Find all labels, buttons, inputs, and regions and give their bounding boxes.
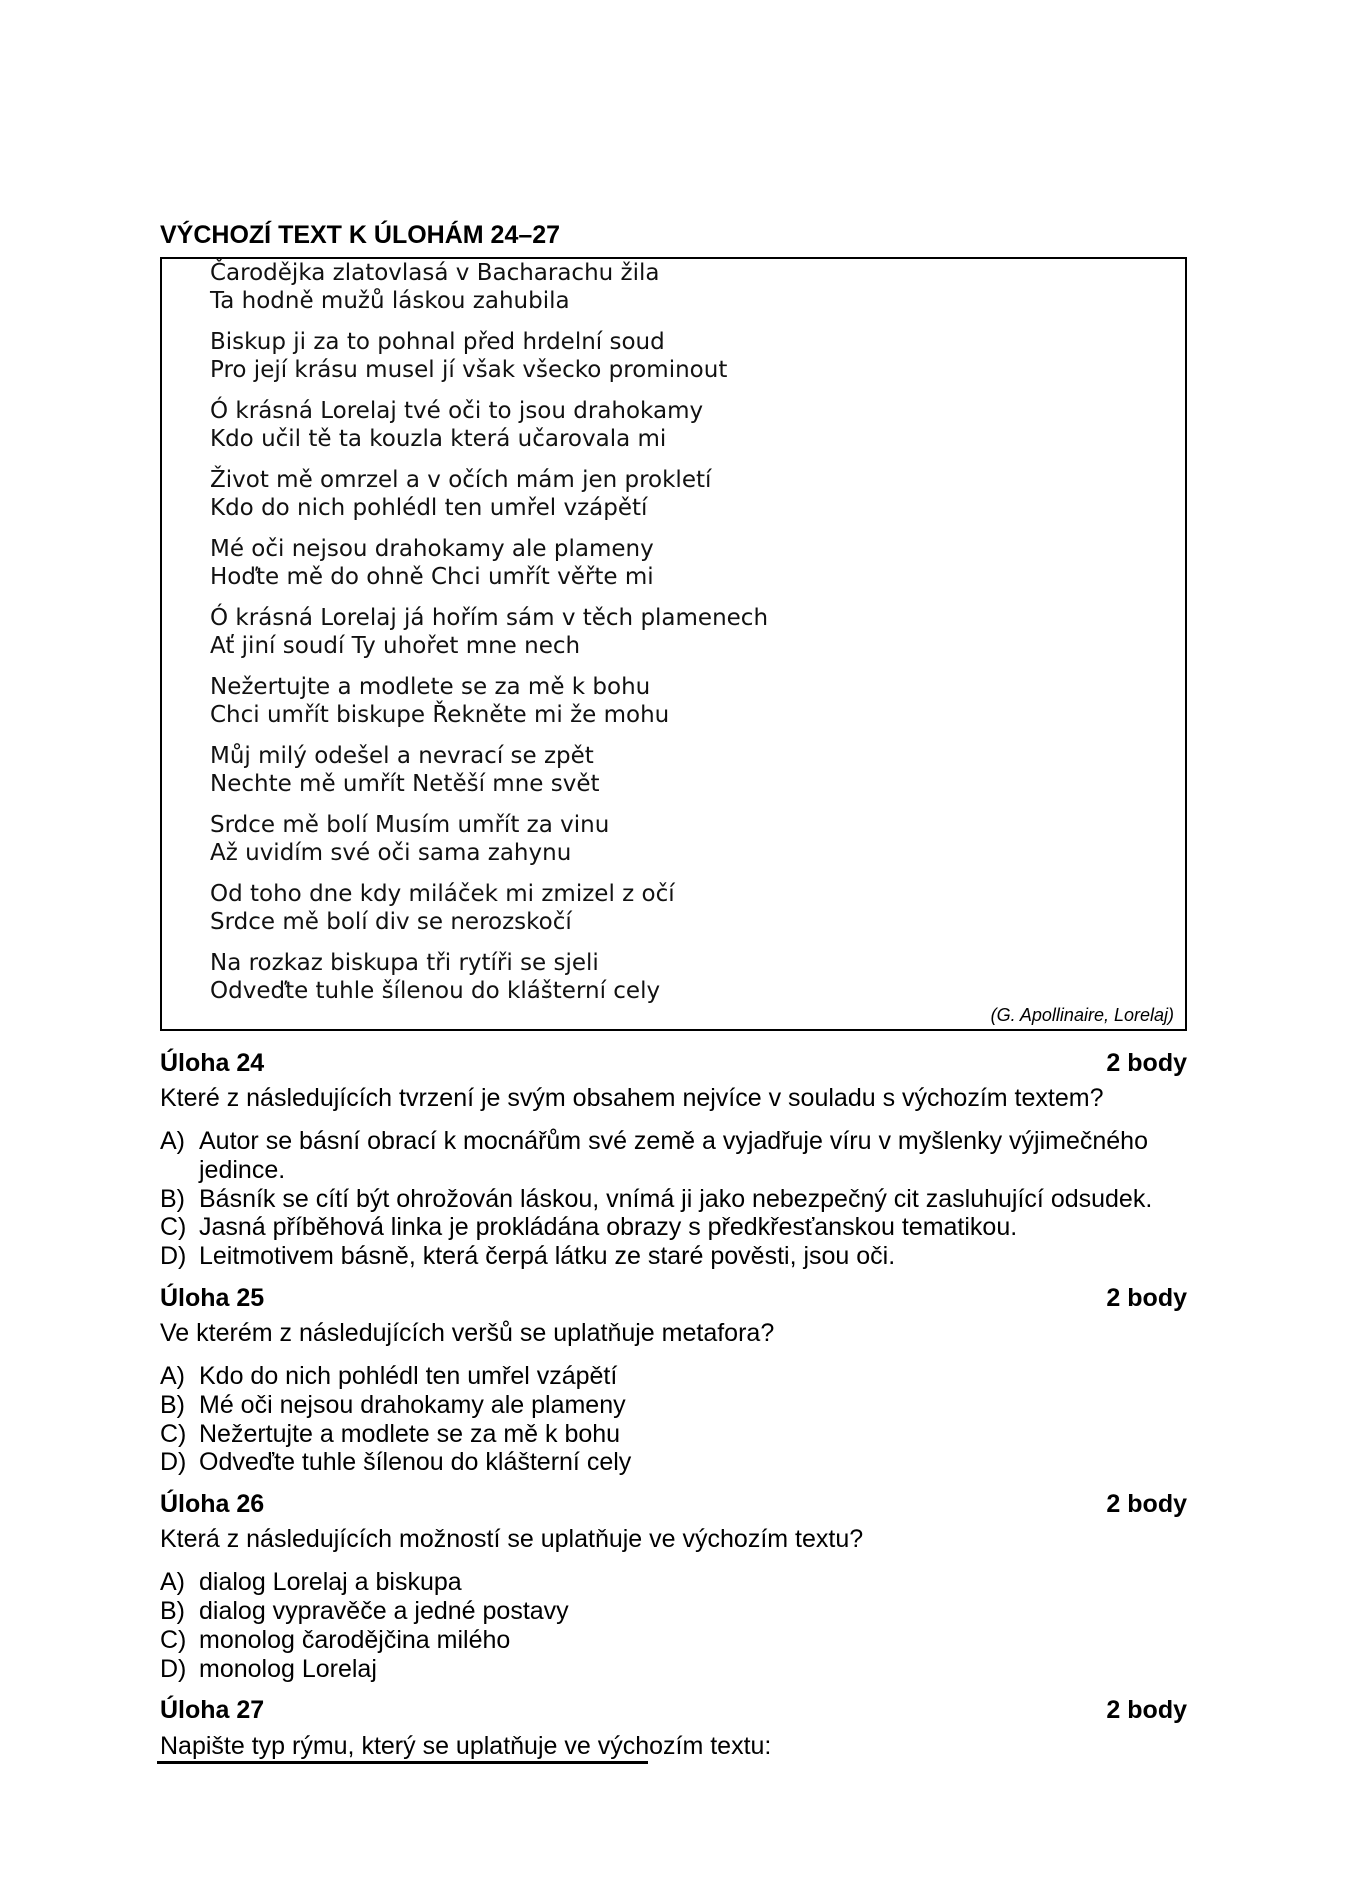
task-26: [160, 1490, 1187, 1684]
poem-line: Kdo učil tě ta kouzla která učarovala mi: [210, 425, 667, 452]
poem-line: Kdo do nich pohlédl ten umřel vzápětí: [210, 494, 648, 521]
poem-line: Můj milý odešel a nevrací se zpět: [210, 743, 594, 770]
task-24: [160, 1049, 1187, 1271]
poem-stanza: [210, 467, 1174, 522]
exam-page: [160, 221, 1187, 1764]
option-text: dialog vypravěče a jedné postavy: [199, 1597, 569, 1626]
option-text: dialog Lorelaj a biskupa: [199, 1568, 462, 1597]
task-question: Které z následujících tvrzení je svým obsahem nejvíce v souladu s výchozím textem?: [160, 1084, 1104, 1113]
poem-line: Odveďte tuhle šílenou do klášterní cely: [210, 977, 661, 1004]
poem-line: Pro její krásu musel jí však všecko prominout: [210, 356, 728, 383]
task-27: [160, 1696, 1187, 1764]
answer-option-c: [160, 1420, 1187, 1449]
poem-stanza: [210, 743, 1174, 798]
poem-line: Srdce mě bolí div se nerozskočí: [210, 908, 572, 935]
poem-line: Ať jiní soudí Ty uhořet mne nech: [210, 632, 581, 659]
option-label: D): [160, 1448, 187, 1477]
answer-option-a: [160, 1568, 1187, 1597]
task-points: 2 body: [1106, 1048, 1187, 1077]
option-label: B): [160, 1597, 185, 1626]
task-title: Úloha 25: [160, 1283, 265, 1312]
poem-line: Život mě omrzel a v očích mám jen prokletí: [210, 467, 712, 494]
option-text: Nežertujte a modlete se za mě k bohu: [199, 1419, 621, 1448]
task-question: Ve kterém z následujících veršů se uplatňuje metafora?: [160, 1319, 775, 1348]
option-label: A): [160, 1362, 185, 1391]
answer-option-b: [160, 1391, 1187, 1420]
option-text: monolog čarodějčina milého: [199, 1625, 511, 1654]
option-label: C): [160, 1419, 187, 1448]
option-text: Kdo do nich pohlédl ten umřel vzápětí: [199, 1362, 618, 1391]
poem-line: Mé oči nejsou drahokamy ale plameny: [210, 536, 654, 563]
poem-stanza: [210, 674, 1174, 729]
option-text: Leitmotivem básně, která čerpá látku ze staré pověsti, jsou oči.: [199, 1242, 896, 1271]
answer-option-d: [160, 1655, 1187, 1684]
poem-stanza: [210, 881, 1174, 936]
task-points: 2 body: [1106, 1489, 1187, 1518]
poem-line: Až uvidím své oči sama zahynu: [210, 839, 572, 866]
task-header: [160, 1696, 1187, 1725]
option-text: Mé oči nejsou drahokamy ale plameny: [199, 1390, 626, 1419]
option-label: B): [160, 1184, 185, 1213]
poem-line: Biskup ji za to pohnal před hrdelní soud: [210, 329, 665, 356]
answer-option-c: [160, 1626, 1187, 1655]
option-text: Odveďte tuhle šílenou do klášterní cely: [199, 1448, 632, 1477]
option-label: A): [160, 1127, 185, 1156]
task-points: 2 body: [1106, 1283, 1187, 1312]
task-header: [160, 1490, 1187, 1519]
poem-line: Ta hodně mužů láskou zahubila: [210, 287, 570, 314]
option-text: monolog Lorelaj: [199, 1654, 377, 1683]
answer-option-d: [160, 1448, 1187, 1477]
option-label: C): [160, 1213, 187, 1242]
poem-citation: (G. Apollinaire, Lorelaj): [990, 1005, 1174, 1026]
option-label: B): [160, 1390, 185, 1419]
task-title: Úloha 26: [160, 1489, 265, 1518]
answer-options: [160, 1362, 1187, 1477]
poem-line: Ó krásná Lorelaj já hořím sám v těch plamenech: [210, 605, 769, 632]
task-question: Napište typ rýmu, který se uplatňuje ve výchozím textu:: [160, 1731, 772, 1760]
answer-option-c: [160, 1213, 1187, 1242]
task-25: [160, 1284, 1187, 1478]
answer-option-d: [160, 1242, 1187, 1271]
task-header: [160, 1049, 1187, 1078]
poem-box: [160, 257, 1187, 1031]
poem-stanza: [210, 398, 1174, 453]
poem-line: Chci umřít biskupe Řekněte mi že mohu: [210, 701, 670, 728]
poem-stanza: [210, 605, 1174, 660]
poem-stanza: [210, 950, 1174, 1005]
option-text: Jasná příběhová linka je prokládána obrazy s předkřesťanskou tematikou.: [199, 1213, 1018, 1242]
answer-option-b: [160, 1185, 1187, 1214]
task-points: 2 body: [1106, 1696, 1187, 1725]
poem-line: Čarodějka zlatovlasá v Bacharachu žila: [210, 260, 660, 287]
poem-line: Hoďte mě do ohně Chci umřít věřte mi: [210, 563, 654, 590]
poem-line: Nežertujte a modlete se za mě k bohu: [210, 674, 651, 701]
answer-options: [160, 1127, 1187, 1271]
answer-option-a: [160, 1127, 1187, 1185]
task-question: Která z následujících možností se uplatňuje ve výchozím textu?: [160, 1525, 864, 1554]
option-label: C): [160, 1625, 187, 1654]
poem-stanza: [210, 536, 1174, 591]
poem-line: Ó krásná Lorelaj tvé oči to jsou drahokamy: [210, 398, 704, 425]
option-label: D): [160, 1242, 187, 1271]
task-header: [160, 1284, 1187, 1313]
option-text: Básník se cítí být ohrožován láskou, vnímá ji jako nebezpečný cit zasluhující odsudek.: [199, 1184, 1153, 1213]
poem-line: Od toho dne kdy miláček mi zmizel z očí: [210, 881, 675, 908]
source-text-heading: VÝCHOZÍ TEXT K ÚLOHÁM 24–27: [160, 221, 561, 249]
poem-line: Nechte mě umřít Netěší mne svět: [210, 770, 600, 797]
poem-stanza: [210, 260, 1174, 315]
option-text: Autor se básní obrací k mocnářům své země a vyjadřuje víru v myšlenky výjimečného jedince.: [199, 1127, 1148, 1184]
answer-options: [160, 1568, 1187, 1683]
answer-option-b: [160, 1597, 1187, 1626]
option-label: D): [160, 1654, 187, 1683]
task-title: Úloha 27: [160, 1696, 265, 1725]
poem-line: Na rozkaz biskupa tři rytíři se sjeli: [210, 950, 599, 977]
task-title: Úloha 24: [160, 1048, 265, 1077]
poem-stanza: [210, 812, 1174, 867]
answer-line: [157, 1761, 648, 1764]
option-label: A): [160, 1568, 185, 1597]
answer-option-a: [160, 1362, 1187, 1391]
poem-line: Srdce mě bolí Musím umřít za vinu: [210, 812, 610, 839]
poem-stanza: [210, 329, 1174, 384]
